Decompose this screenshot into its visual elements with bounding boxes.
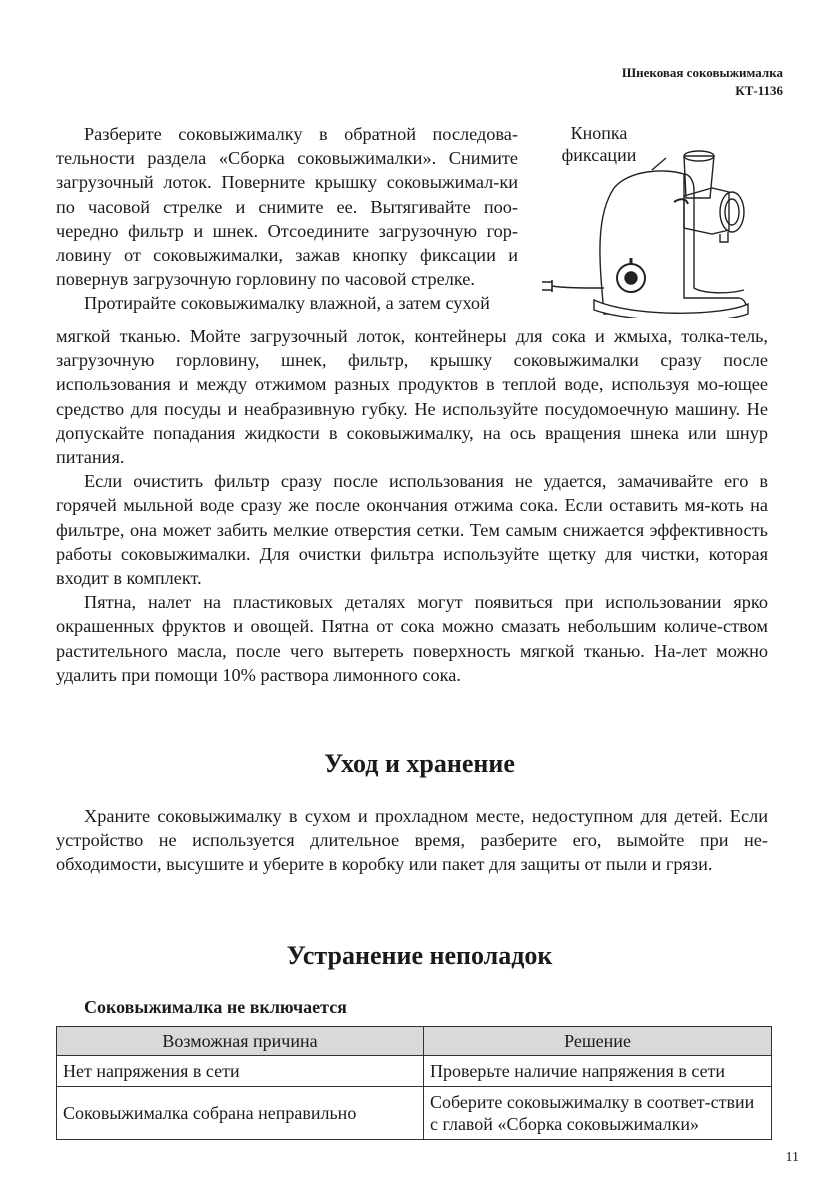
table-row bbox=[57, 1056, 772, 1087]
care-title: Уход и хранение bbox=[324, 749, 515, 778]
troubleshooting-title: Устранение неполадок bbox=[286, 941, 553, 970]
paragraph-disassembly: Разберите соковыжималку в обратной последова-тельности раздела «Сборка соковыжималки». Снимите загрузочный лоток. Поверните крышку соковыжимал-ки по часовой стрелке и снимите ее. Вытягивайте поо-чередно фильтр и шнек. Отсоедините загрузочную гор-ловину от соковыжималки, зажав кнопку фиксации и повернув загрузочную горловину по часовой стрелке. bbox=[56, 124, 518, 290]
header-product-name: Шнековая соковыжималка bbox=[621, 65, 783, 80]
table-header-cause: Возможная причина bbox=[57, 1027, 424, 1056]
cleaning-text bbox=[56, 324, 768, 687]
care-text bbox=[56, 804, 768, 877]
header-model: КТ-1136 bbox=[735, 83, 783, 98]
table-cell-solution: Проверьте наличие напряжения в сети bbox=[424, 1056, 772, 1087]
page-header bbox=[622, 64, 783, 100]
table-header-row bbox=[57, 1027, 772, 1056]
paragraph-filter: Если очистить фильтр сразу после использования не удается, замачивайте его в горячей мыльной воде сразу же после окончания отжима сока. Если оставить мя-коть на фильтре, она может забить мелкие отверстия сетки. Тем самым снижается эффективность работы соковыжималки. Для очистки фильтра используйте щетку для чистки, которая входит в комплект. bbox=[56, 471, 768, 589]
table-row bbox=[57, 1087, 772, 1140]
table-header-solution: Решение bbox=[424, 1027, 772, 1056]
juicer-illustration bbox=[534, 118, 768, 318]
power-cord bbox=[552, 286, 604, 288]
paragraph-wipe-cont: мягкой тканью. Мойте загрузочный лоток, контейнеры для сока и жмыха, толка-тель, загрузочную горловину, шнек, фильтр, крышку соковыжималки сразу после использования и между отжимом разных продуктов в теплой воде, используя мо-ющее средство для посуды и неабразивную губку. Не используйте посудомоечную машину. Не допускайте попадания жидкости в соковыжималку, на ось вращения шнека или шнур питания. bbox=[56, 326, 768, 468]
page-number: 11 bbox=[785, 1150, 799, 1165]
lock-button-label-line1: Кнопка bbox=[570, 123, 628, 143]
intro-text bbox=[56, 122, 518, 316]
paragraph-wipe-start: Протирайте соковыжималку влажной, а затем сухой bbox=[84, 293, 490, 314]
lock-button-label bbox=[554, 122, 644, 166]
juicer-bowl bbox=[684, 188, 729, 234]
label-leader-line bbox=[652, 158, 666, 170]
lock-button-label-line2: фиксации bbox=[561, 145, 637, 165]
table-cell-solution: Соберите соковыжималку в соответ-ствии с главой «Сборка соковыжималки» bbox=[424, 1087, 772, 1140]
paragraph-stains: Пятна, налет на пластиковых деталях могут появиться при использовании ярко окрашенных фруктов и овощей. Пятна от сока можно смазать небольшим количе-ством растительного масла, после чего вытереть поверхность мягкой тканью. На-лет можно удалить при помощи 10% раствора лимонного сока. bbox=[56, 592, 768, 685]
troubleshooting-table bbox=[56, 1026, 772, 1140]
paragraph-storage: Храните соковыжималку в сухом и прохладном месте, недоступном для детей. Если устройство не используется длительное время, разберите его, вымойте при не-обходимости, высушите и уберите в коробку или пакет для защиты от пыли и грязи. bbox=[56, 806, 768, 875]
troubleshooting-subtitle: Соковыжималка не включается bbox=[84, 997, 347, 1017]
table-cell-cause: Нет напряжения в сети bbox=[57, 1056, 424, 1087]
table-cell-cause: Соковыжималка собрана неправильно bbox=[57, 1087, 424, 1140]
